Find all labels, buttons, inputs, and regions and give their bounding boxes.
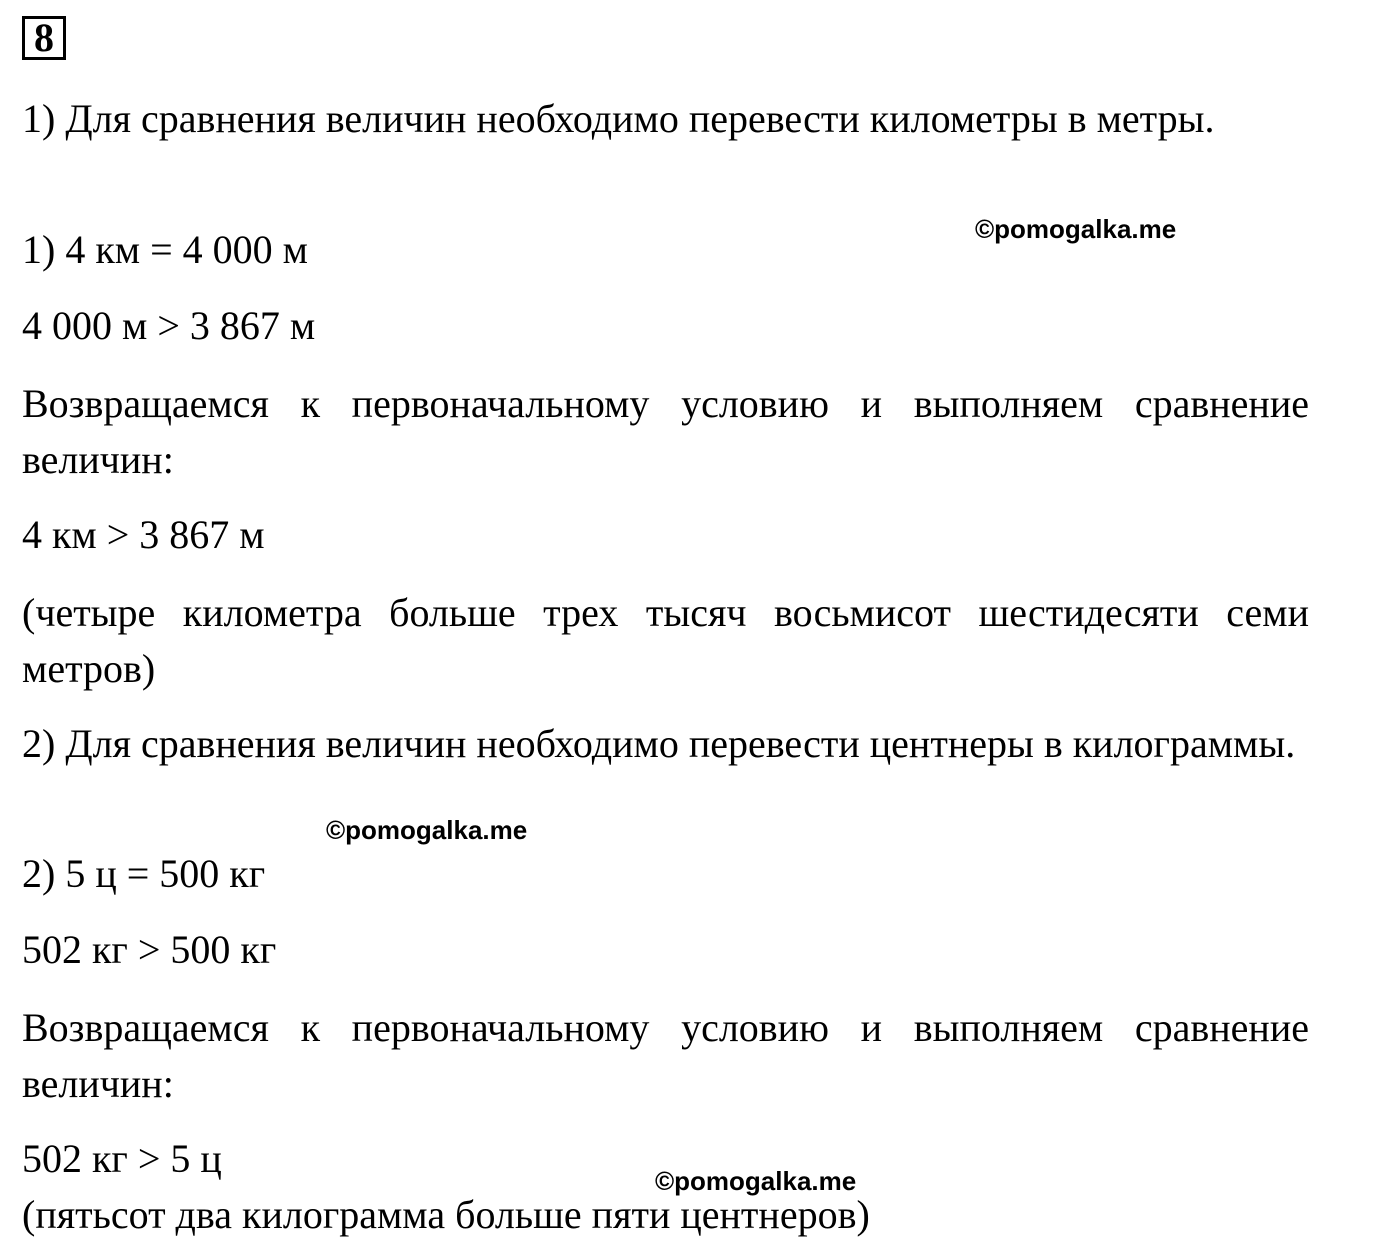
- equation-centner-to-kg: 2) 5 ц = 500 кг: [22, 851, 266, 896]
- paragraph-return-to-condition-2: Возвращаемся к первоначальному условию и выполняем сравнение величин:: [22, 1005, 1309, 1106]
- watermark-bottom: ©pomogalka.me: [655, 1166, 857, 1196]
- comparison-kilograms: 502 кг > 500 кг: [22, 927, 277, 972]
- paragraph-return-to-condition-1: Возвращаемся к первоначальному условию и выполняем сравнение величин:: [22, 381, 1309, 482]
- paragraph-centner-conversion-intro: 2) Для сравнения величин необходимо перевести центнеры в килограммы.: [22, 721, 1296, 766]
- task-number-box: 8: [22, 16, 66, 60]
- comparison-kg-result: 502 кг > 5 ц: [22, 1136, 222, 1181]
- watermark-middle: ©pomogalka.me: [326, 815, 528, 845]
- paragraph-kg-result-in-words: (пятьсот два килограмма больше пяти центнеров): [22, 1192, 870, 1237]
- paragraph-km-result-in-words: (четыре километра больше трех тысяч восьмисот шестидесяти семи метров): [22, 590, 1309, 691]
- paragraph-km-conversion-intro: 1) Для сравнения величин необходимо перевести километры в метры.: [22, 96, 1215, 141]
- comparison-meters: 4 000 м > 3 867 м: [22, 303, 316, 348]
- comparison-km-result: 4 км > 3 867 м: [22, 512, 265, 557]
- equation-km-to-m: 1) 4 км = 4 000 м: [22, 227, 308, 272]
- watermark-top: ©pomogalka.me: [975, 214, 1177, 244]
